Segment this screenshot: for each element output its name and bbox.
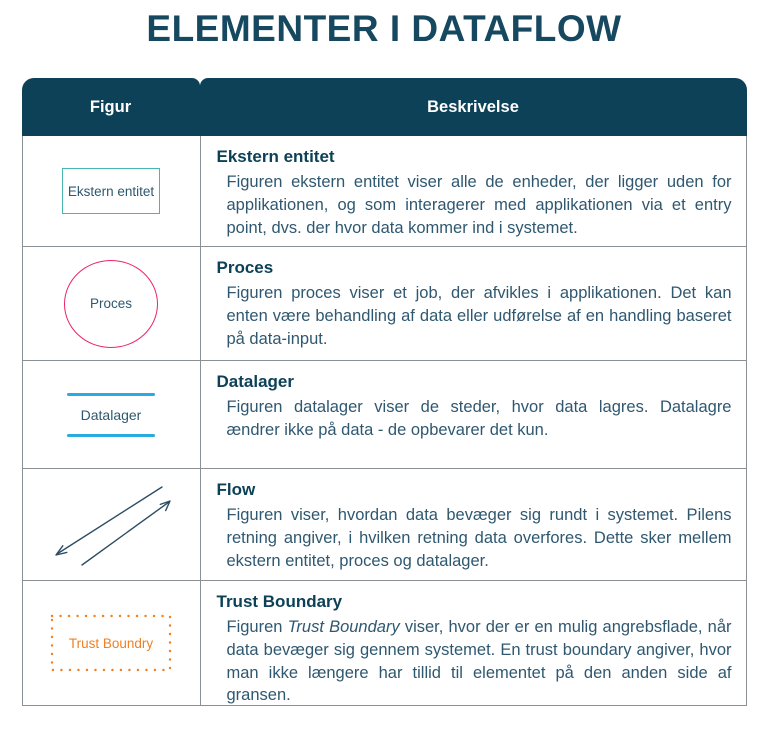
description-title: Flow [216, 480, 256, 499]
trust-boundary-figure-label: Trust Boundry [68, 635, 154, 651]
figure-cell [23, 581, 201, 705]
figure-cell [23, 469, 201, 580]
description-cell [201, 469, 746, 580]
page-title: ELEMENTER I DATAFLOW [146, 8, 622, 49]
description-text-prefix: Figuren [226, 618, 288, 636]
table-row-ekstern-entitet [23, 136, 746, 246]
table-body [22, 136, 747, 706]
proces-figure-label: Proces [89, 296, 133, 311]
column-header-figur-label: Figur [89, 97, 132, 116]
description-text: Figuren datalager viser de steder, hvor data lagres. Datalagre ændrer ikke på data - de opbevarer det kun. [226, 398, 732, 439]
description-cell [201, 247, 746, 360]
datalager-top-line [67, 393, 155, 396]
description-text [227, 616, 732, 707]
table-row-proces [23, 246, 746, 360]
table-row-trust-boundary [23, 580, 746, 705]
datalager-bottom-line [67, 434, 155, 437]
description-cell [201, 581, 746, 705]
description-cell [201, 136, 746, 246]
flow-arrows-icon [44, 479, 178, 571]
table-row-flow [23, 468, 746, 580]
trust-boundary-dotted-box-icon [50, 614, 172, 672]
datalager-lines-icon [67, 393, 155, 437]
description-text-suffix: viser, hvor der er en mulig angrebsflade, når data bevæger sig gennem systemet. En trust boundary angiver, hvor man ikke længere har tillid til elementet på den anden side af gransen. [226, 618, 732, 705]
dataflow-elements-table [22, 78, 747, 706]
proces-ellipse-icon [64, 260, 158, 348]
table-row-datalager [23, 360, 746, 468]
ekstern-entitet-figure-label: Ekstern entitet [67, 183, 155, 199]
ekstern-entitet-rectangle-icon [62, 168, 160, 214]
description-title: Proces [216, 258, 274, 277]
column-header-beskrivelse [200, 78, 747, 136]
description-text: Figuren viser, hvordan data bevæger sig rundt i systemet. Pilens retning angiver, i hvilken retning data overfores. Dette sker mellem ekstern entitet, proces og datalager. [226, 506, 732, 570]
description-text-italic: Trust Boundary [287, 618, 400, 636]
table-header [22, 78, 747, 136]
description-title: Trust Boundary [216, 592, 343, 611]
column-header-beskrivelse-label: Beskrivelse [427, 97, 519, 116]
figure-cell [23, 361, 201, 468]
datalager-figure-label: Datalager [80, 406, 142, 423]
description-text: Figuren ekstern entitet viser alle de enheder, der ligger uden for applikationen, og som interagerer med applikationen via et entry point, dvs. der hvor data kommer ind i systemet. [226, 173, 732, 237]
figure-cell [23, 136, 201, 246]
description-title: Datalager [216, 372, 294, 391]
description-cell [201, 361, 746, 468]
description-title: Ekstern entitet [216, 147, 335, 166]
column-header-figur [22, 78, 200, 136]
figure-cell [23, 247, 201, 360]
description-text: Figuren proces viser et job, der afvikles i applikationen. Det kan enten være behandling af data eller udførelse af en handling baseret på data-input. [226, 284, 732, 348]
